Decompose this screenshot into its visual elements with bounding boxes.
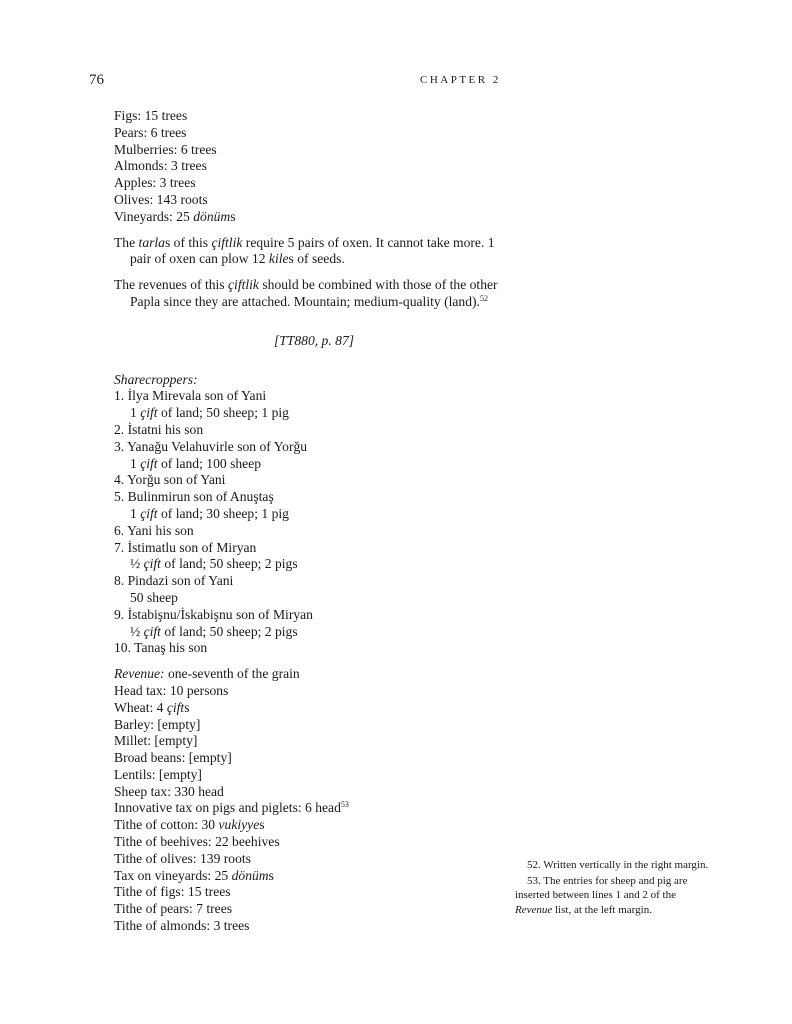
revenues-paragraph [114, 277, 514, 311]
sharecropper-holding [114, 456, 514, 473]
term-cift: çift [166, 699, 185, 715]
text: Tax on vineyards: 25 [114, 867, 232, 883]
revenue-item: Lentils: [empty] [114, 766, 202, 782]
text: of land; 50 sheep; 1 pig [157, 405, 289, 421]
term-cift: çift [140, 505, 158, 521]
text: The [114, 234, 139, 250]
text: of land; 30 sheep; 1 pig [157, 505, 289, 521]
term-ciftlik: çiftlik [228, 277, 259, 293]
text: of land; 100 sheep [157, 455, 262, 471]
sharecropper-name: 5. Bulinmirun son of Anuştaş [114, 489, 274, 505]
revenue-item [114, 700, 514, 717]
vineyards-suffix: s [230, 208, 236, 224]
text: 1 [130, 505, 141, 521]
text: s of this [164, 234, 212, 250]
text: of land; 50 sheep; 2 pigs [160, 623, 298, 639]
sharecropper-holding [114, 624, 514, 641]
text: list, at the left margin. [552, 903, 652, 916]
footnote-53 [515, 874, 715, 917]
revenue-item [114, 800, 514, 817]
revenue-heading [114, 666, 514, 683]
term-cift: çift [143, 556, 161, 572]
main-text [114, 108, 514, 935]
footnote-ref-53[interactable]: 53 [340, 800, 349, 810]
tree-list [114, 108, 514, 226]
text: s [268, 867, 274, 883]
tree-item: Pears: 6 trees [114, 124, 187, 140]
text: The revenues of this [114, 277, 229, 293]
text: s [259, 817, 265, 833]
text: s [184, 699, 190, 715]
footnotes [515, 858, 715, 919]
term-cift: çift [143, 623, 161, 639]
tree-item: Olives: 143 roots [114, 191, 208, 207]
tree-item: Almonds: 3 trees [114, 158, 207, 174]
sharecropper-holding [114, 405, 514, 422]
sharecropper-name: 6. Yani his son [114, 522, 194, 538]
revenue-item: Sheep tax: 330 head [114, 783, 224, 799]
sharecropper-name: 4. Yorğu son of Yani [114, 472, 226, 488]
text: 1 [130, 455, 141, 471]
revenue-list [114, 666, 514, 935]
sharecropper-holding [114, 506, 514, 523]
tree-item: Figs: 15 trees [114, 108, 188, 123]
sharecroppers-heading: Sharecroppers: [114, 371, 198, 387]
text: Wheat: 4 [114, 699, 167, 715]
vineyards-term: dönüm [193, 208, 231, 224]
running-head: CHAPTER 2 [420, 74, 501, 86]
term-revenue: Revenue [515, 903, 553, 916]
sharecropper-list [114, 388, 514, 657]
tree-item: Mulberries: 6 trees [114, 141, 217, 157]
revenue-label: Revenue: [114, 666, 165, 682]
revenue-item [114, 868, 514, 885]
text: should be combined with those of the other Papla since they are attached. Mountain; medium-quality (land). [130, 277, 498, 309]
term-cift: çift [140, 455, 158, 471]
sharecropper-holding [114, 556, 514, 573]
revenue-item: Tithe of pears: 7 trees [114, 901, 233, 917]
sharecropper-name: 3. Yanağu Velahuvirle son of Yorğu [114, 438, 308, 454]
footnote-52: 52. Written vertically in the right margin. [527, 859, 709, 871]
sharecropper-name: 10. Tanaş his son [114, 640, 208, 656]
term-cift: çift [140, 405, 158, 421]
revenue-item [114, 817, 514, 834]
text: of land; 50 sheep; 2 pigs [160, 556, 298, 572]
revenue-item: Tithe of almonds: 3 trees [114, 918, 250, 934]
term-ciftlik: çiftlik [211, 234, 243, 250]
text: s of seeds. [288, 251, 345, 267]
revenue-item: Broad beans: [empty] [114, 750, 232, 766]
sharecropper-name: 9. İstabişnu/İskabişnu son of Miryan [114, 606, 313, 622]
revenue-item: Tithe of olives: 139 roots [114, 850, 251, 866]
term-vukiyye: vukiyye [218, 817, 260, 833]
revenue-item: Millet: [empty] [114, 733, 198, 749]
oxen-paragraph [114, 235, 514, 269]
term-tarla: tarla [138, 234, 165, 250]
text: Innovative tax on pigs and piglets: 6 head [114, 800, 341, 816]
sharecropper-name: 8. Pindazi son of Yani [114, 573, 234, 589]
register-reference: [TT880, p. 87] [273, 332, 355, 348]
sharecropper-name: 7. İstimatlu son of Miryan [114, 539, 257, 555]
text: Tithe of cotton: 30 [114, 817, 219, 833]
text: 1 [130, 405, 141, 421]
text: require 5 pairs of oxen. It cannot take more. 1 pair of oxen can plow 12 [130, 234, 495, 267]
text: ½ [130, 623, 144, 639]
text: 53. The entries for sheep and pig are inserted between lines 1 and 2 of the [515, 875, 688, 902]
revenue-item: Tithe of beehives: 22 beehives [114, 834, 280, 850]
term-kile: kile [268, 251, 289, 267]
text: ½ [130, 556, 144, 572]
tree-item: Apples: 3 trees [114, 175, 196, 191]
page-number: 76 [89, 72, 104, 88]
sharecropper-holding: 50 sheep [130, 589, 178, 605]
text: one-seventh of the grain [164, 666, 300, 682]
revenue-item: Tithe of figs: 15 trees [114, 884, 231, 900]
term-donum: dönüm [231, 867, 269, 883]
vineyards-prefix: Vineyards: 25 [114, 208, 194, 224]
sharecropper-name: 1. İlya Mirevala son of Yani [114, 388, 267, 404]
vineyards-item [114, 209, 514, 226]
footnote-ref-52[interactable]: 52 [479, 293, 488, 303]
sharecropper-name: 2. İstatni his son [114, 421, 204, 437]
revenue-item: Barley: [empty] [114, 716, 201, 732]
revenue-item: Head tax: 10 persons [114, 682, 229, 698]
